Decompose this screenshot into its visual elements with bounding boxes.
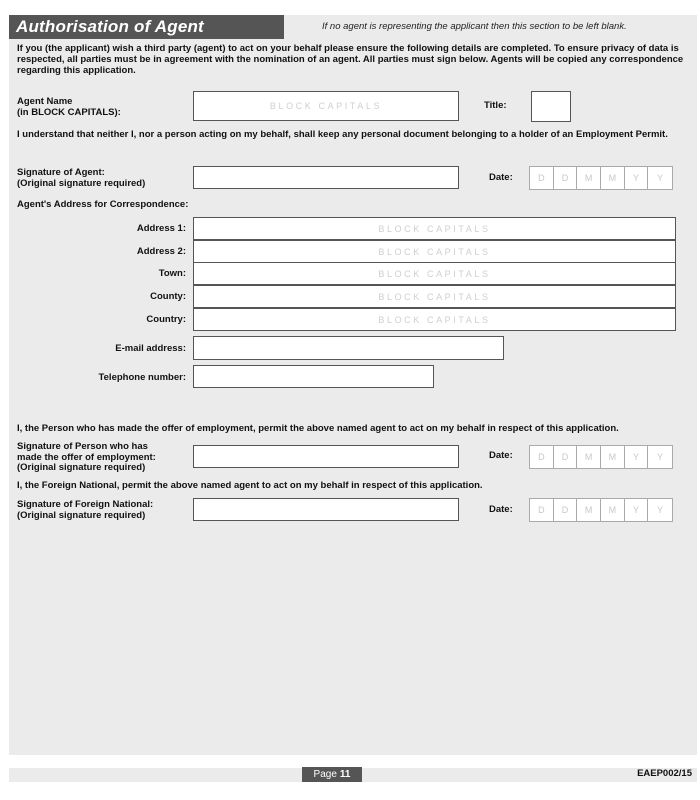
town-label: Town:	[158, 268, 186, 279]
date-cell[interactable]: Y	[657, 173, 664, 183]
country-label: Country:	[146, 314, 186, 325]
country-field[interactable]	[193, 308, 676, 331]
foreign-national-statement: I, the Foreign National, permit the above named agent to act on my behalf in respect of this application.	[17, 480, 483, 491]
date-cell[interactable]: M	[601, 167, 625, 189]
employer-signature-field[interactable]	[193, 445, 459, 468]
address2-field[interactable]	[193, 240, 676, 263]
date-cell[interactable]: D	[554, 167, 578, 189]
employer-signature-label: Signature of Person who has made the offer of employment: (Original signature required)	[17, 441, 156, 473]
date-cell[interactable]: M	[577, 446, 601, 468]
date-cell[interactable]: M	[577, 167, 601, 189]
section-note: If no agent is representing the applicant then this section to be left blank.	[322, 21, 627, 32]
town-placeholder: BLOCK CAPITALS	[378, 268, 491, 279]
address1-placeholder: BLOCK CAPITALS	[378, 223, 491, 234]
foreign-national-signature-label: Signature of Foreign National: (Original signature required)	[17, 499, 154, 521]
date-cell[interactable]: D	[530, 167, 554, 189]
foreign-national-signature-field[interactable]	[193, 498, 459, 521]
date-cell[interactable]: Y	[625, 167, 649, 189]
date-cell[interactable]: D	[530, 499, 554, 521]
section-title: Authorisation of Agent	[16, 17, 204, 36]
declaration-text: I understand that neither I, nor a person acting on my behalf, shall keep any personal document belonging to a holder of an Employment Permit.	[17, 129, 668, 140]
address2-label: Address 2:	[136, 246, 186, 257]
date-cell[interactable]: M	[601, 446, 625, 468]
date-cell[interactable]: Y	[625, 446, 649, 468]
page-number-badge	[302, 767, 362, 782]
address1-field[interactable]	[193, 217, 676, 240]
date-cell[interactable]: D	[554, 446, 578, 468]
agent-date-label: Date:	[489, 172, 513, 183]
county-placeholder: BLOCK CAPITALS	[378, 291, 491, 302]
employer-date-label: Date:	[489, 450, 513, 461]
town-field[interactable]	[193, 262, 676, 285]
county-label: County:	[150, 291, 186, 302]
date-cell[interactable]: Y	[657, 505, 664, 515]
email-field[interactable]	[193, 336, 504, 360]
address2-placeholder: BLOCK CAPITALS	[378, 246, 491, 257]
foreign-national-date-label: Date:	[489, 504, 513, 515]
date-cell[interactable]: M	[577, 499, 601, 521]
phone-field[interactable]	[193, 365, 434, 388]
agent-name-label: Agent Name (in BLOCK CAPITALS):	[17, 96, 121, 118]
title-label: Title:	[484, 100, 507, 111]
date-cell[interactable]: M	[601, 499, 625, 521]
address1-label: Address 1:	[136, 223, 186, 234]
date-cell[interactable]: D	[554, 499, 578, 521]
date-cell[interactable]: D	[530, 446, 554, 468]
country-placeholder: BLOCK CAPITALS	[378, 314, 491, 325]
page-number: 11	[339, 769, 351, 780]
agent-signature-label: Signature of Agent: (Original signature required)	[17, 167, 146, 189]
agent-date-field[interactable]	[529, 166, 673, 190]
employer-date-field[interactable]	[529, 445, 673, 469]
date-cell[interactable]: Y	[657, 452, 664, 462]
page-word: Page	[313, 769, 337, 780]
date-cell[interactable]: Y	[625, 499, 649, 521]
agent-signature-field[interactable]	[193, 166, 459, 189]
address-heading: Agent's Address for Correspondence:	[17, 199, 189, 210]
intro-text: If you (the applicant) wish a third party (agent) to act on your behalf please ensure the following details are completed. To ensure privacy of data is respected, all parties must be in agreement with the nomination of an agent. All parties must sign below. Agents will be copied any correspondence regarding this application.	[17, 43, 684, 76]
foreign-national-date-field[interactable]	[529, 498, 673, 522]
agent-name-placeholder: BLOCK CAPITALS	[269, 101, 383, 111]
agent-name-field[interactable]	[193, 91, 459, 121]
county-field[interactable]	[193, 285, 676, 308]
phone-label: Telephone number:	[98, 372, 186, 383]
email-label: E-mail address:	[115, 343, 186, 354]
document-code: EAEP002/15	[637, 768, 692, 779]
title-field[interactable]	[531, 91, 571, 122]
employer-statement: I, the Person who has made the offer of employment, permit the above named agent to act on my behalf in respect of this application.	[17, 423, 619, 434]
